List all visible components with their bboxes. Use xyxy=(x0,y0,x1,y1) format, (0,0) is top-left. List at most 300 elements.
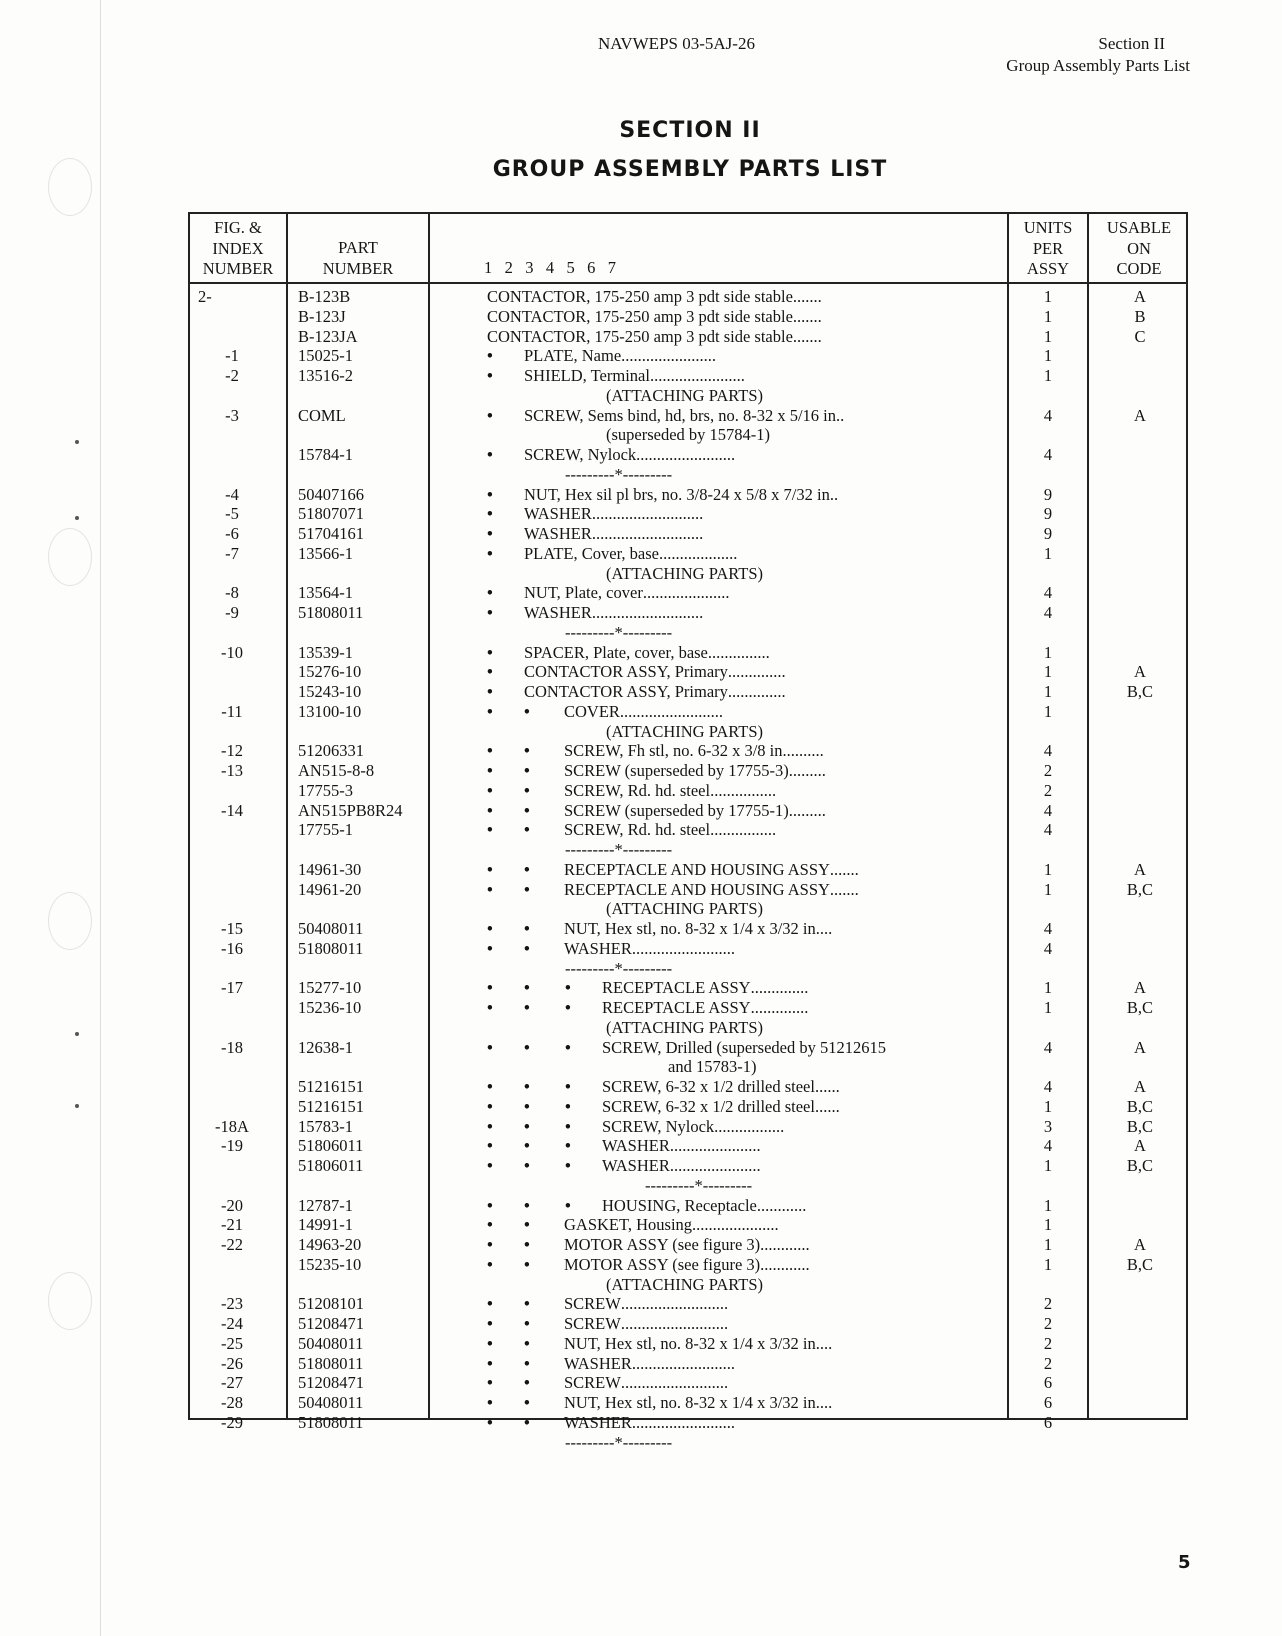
table-row xyxy=(190,978,1190,998)
table-row xyxy=(190,406,1190,426)
usable-on-code: A xyxy=(1134,405,1146,425)
table-row xyxy=(190,899,1190,919)
indent-dot: • xyxy=(565,1037,571,1057)
indent-dot: • xyxy=(524,800,530,820)
index-number: 2- xyxy=(198,287,212,306)
index-number: -7 xyxy=(225,543,239,563)
dot-leader: ....... xyxy=(792,326,822,346)
index-number: -4 xyxy=(225,484,239,504)
dot-leader: ......................... xyxy=(631,1412,735,1432)
part-number: 15783-1 xyxy=(298,1116,353,1136)
usable-on-code: B,C xyxy=(1126,879,1154,899)
indent-dot: • xyxy=(487,800,493,820)
part-number: 51208101 xyxy=(298,1294,364,1314)
part-number: 51808011 xyxy=(298,938,364,958)
table-row xyxy=(190,1413,1190,1433)
units-per-assy: 1 xyxy=(1043,859,1053,879)
usable-on-code: B xyxy=(1134,306,1146,326)
indent-dot: • xyxy=(565,1195,571,1215)
dot-leader: ......... xyxy=(786,741,824,761)
indent-dot: • xyxy=(487,701,493,721)
description: WASHER ...................... xyxy=(602,1156,761,1175)
units-per-assy: 1 xyxy=(1043,1215,1053,1235)
speck xyxy=(75,1032,79,1036)
indent-dot: • xyxy=(487,543,493,563)
indent-dot: • xyxy=(524,1136,530,1156)
col-code-header: USABLE ON CODE xyxy=(1106,218,1172,278)
description: ---------*--------- xyxy=(565,1432,673,1452)
col-part-header: PART NUMBER xyxy=(322,238,394,278)
index-number: -12 xyxy=(221,741,243,761)
units-per-assy: 2 xyxy=(1043,780,1053,800)
description: NUT, Hex stl, no. 8-32 x 1/4 x 3/32 in. ... xyxy=(564,1333,833,1353)
units-per-assy: 4 xyxy=(1043,938,1053,958)
units-per-assy: 6 xyxy=(1043,1412,1053,1432)
units-per-assy: 1 xyxy=(1043,642,1053,662)
table-row xyxy=(190,327,1190,347)
usable-on-code: A xyxy=(1134,1077,1146,1096)
description: RECEPTACLE AND HOUSING ASSY ....... xyxy=(564,859,859,879)
speck xyxy=(75,1104,79,1108)
part-number: 15025-1 xyxy=(298,346,353,366)
indent-dot: • xyxy=(487,998,493,1017)
indent-dot: • xyxy=(524,1412,530,1432)
dot-leader: ........................... xyxy=(591,524,704,543)
index-number: -25 xyxy=(221,1333,243,1353)
indent-dot: • xyxy=(524,998,530,1017)
units-per-assy: 4 xyxy=(1043,603,1053,622)
units-per-assy: 1 xyxy=(1043,662,1053,682)
units-per-assy: 2 xyxy=(1043,1353,1053,1373)
units-per-assy: 1 xyxy=(1043,1195,1053,1215)
table-row xyxy=(190,1294,1190,1314)
table-row xyxy=(190,1117,1190,1137)
indent-dot: • xyxy=(487,583,493,603)
table-row xyxy=(190,524,1190,544)
description: SCREW, Nylock ................. xyxy=(602,1116,785,1136)
description: CONTACTOR, 175-250 amp 3 pdt side stable ....... xyxy=(487,306,822,326)
indent-dot: • xyxy=(487,1077,493,1096)
part-number: 15235-10 xyxy=(298,1254,362,1274)
description: SCREW (superseded by 17755-1) ......... xyxy=(564,800,826,820)
index-number: -1 xyxy=(225,346,239,366)
indent-dot: • xyxy=(524,1333,530,1353)
col-indent-header: 1 2 3 4 5 6 7 xyxy=(484,258,616,277)
dot-leader: ......... xyxy=(788,761,826,780)
description: RECEPTACLE ASSY .............. xyxy=(602,998,809,1017)
index-number: -21 xyxy=(221,1215,243,1235)
part-number: AN515PB8R24 xyxy=(298,800,403,820)
table-row xyxy=(190,722,1190,742)
dot-leader: .......................... xyxy=(620,1373,729,1393)
indent-dot: • xyxy=(487,761,493,780)
indent-dot: • xyxy=(524,780,530,800)
dot-leader: ... xyxy=(819,1333,833,1353)
indent-dot: • xyxy=(487,978,493,998)
description: WASHER ........................... xyxy=(524,524,704,543)
part-number: B-123J xyxy=(298,306,346,326)
table-row xyxy=(190,1057,1190,1077)
section-title: Group Assembly Parts List xyxy=(1006,56,1190,75)
description: SCREW, Drilled (superseded by 51212615 xyxy=(602,1037,886,1057)
indent-dot: • xyxy=(565,978,571,998)
indent-dot: • xyxy=(524,1393,530,1412)
indent-dot: • xyxy=(524,1077,530,1096)
index-number: -3 xyxy=(225,405,239,425)
indent-dot: • xyxy=(565,1116,571,1136)
description: WASHER ...................... xyxy=(602,1136,761,1156)
part-number: 51206331 xyxy=(298,741,364,761)
units-per-assy: 4 xyxy=(1043,1077,1053,1096)
indent-dot: • xyxy=(524,859,530,879)
indent-dot: • xyxy=(565,1156,571,1175)
index-number: -16 xyxy=(221,938,243,958)
table-row xyxy=(190,860,1190,880)
indent-dot: • xyxy=(524,938,530,958)
indent-dot: • xyxy=(487,1156,493,1175)
description: (ATTACHING PARTS) xyxy=(606,385,764,405)
units-per-assy: 9 xyxy=(1043,484,1053,504)
table-row xyxy=(190,761,1190,781)
description: SCREW, Rd. hd. steel ................ xyxy=(564,820,777,840)
table-row xyxy=(190,1156,1190,1176)
indent-dot: • xyxy=(487,820,493,840)
description: SPACER, Plate, cover, base ............... xyxy=(524,642,770,662)
indent-dot: • xyxy=(565,1096,571,1116)
description: NUT, Hex sil pl brs, no. 3/8-24 x 5/8 x 7/32 in. . xyxy=(524,484,839,504)
part-number: 51216151 xyxy=(298,1096,364,1116)
page-subtitle: GROUP ASSEMBLY PARTS LIST xyxy=(492,157,888,182)
units-per-assy: 1 xyxy=(1043,543,1053,563)
part-number: 51807071 xyxy=(298,504,364,524)
table-row xyxy=(190,346,1190,366)
indent-dot: • xyxy=(487,1412,493,1432)
part-number: AN515-8-8 xyxy=(298,761,375,780)
table-row xyxy=(190,1196,1190,1216)
description: SCREW, Nylock ........................ xyxy=(524,445,736,464)
units-per-assy: 4 xyxy=(1043,445,1053,464)
description: NUT, Hex stl, no. 8-32 x 1/4 x 3/32 in. ... xyxy=(564,919,833,938)
indent-dot: • xyxy=(487,1116,493,1136)
description: CONTACTOR ASSY, Primary .............. xyxy=(524,682,786,701)
units-per-assy: 2 xyxy=(1043,761,1053,780)
part-number: B-123JA xyxy=(298,326,358,346)
units-per-assy: 1 xyxy=(1043,306,1053,326)
table-row xyxy=(190,998,1190,1018)
indent-dot: • xyxy=(487,1254,493,1274)
part-number: 51208471 xyxy=(298,1373,364,1393)
indent-dot: • xyxy=(487,1235,493,1254)
description: SCREW .......................... xyxy=(564,1373,729,1393)
indent-dot: • xyxy=(487,445,493,464)
index-number: -11 xyxy=(221,701,243,721)
indent-dot: • xyxy=(487,484,493,504)
description: WASHER ......................... xyxy=(564,1353,735,1373)
part-number: 13516-2 xyxy=(298,366,353,385)
dot-leader: ............ xyxy=(760,1254,810,1274)
table-row xyxy=(190,1354,1190,1374)
table-row xyxy=(190,919,1190,939)
description: and 15783-1) xyxy=(668,1057,757,1077)
dot-leader: ......................... xyxy=(631,938,735,958)
indent-dot: • xyxy=(524,1195,530,1215)
units-per-assy: 3 xyxy=(1043,1116,1053,1136)
part-number: B-123B xyxy=(298,287,351,306)
indent-dot: • xyxy=(524,879,530,899)
index-number: -18 xyxy=(221,1037,243,1057)
usable-on-code: A xyxy=(1134,1235,1146,1254)
index-number: -17 xyxy=(221,978,243,998)
part-number: 50408011 xyxy=(298,1393,364,1412)
binding-hole xyxy=(48,892,92,950)
page-edge xyxy=(100,0,101,1636)
description: RECEPTACLE AND HOUSING ASSY ....... xyxy=(564,879,859,899)
units-per-assy: 9 xyxy=(1043,504,1053,524)
dot-leader: ........................... xyxy=(591,504,704,524)
part-number: 15243-10 xyxy=(298,682,362,701)
part-number: 15236-10 xyxy=(298,998,362,1017)
description: WASHER ........................... xyxy=(524,504,704,524)
units-per-assy: 1 xyxy=(1043,326,1053,346)
description: SCREW .......................... xyxy=(564,1314,729,1333)
index-number: -9 xyxy=(225,603,239,622)
table-row xyxy=(190,1314,1190,1334)
part-number: COML xyxy=(298,405,346,425)
usable-on-code: A xyxy=(1134,1136,1146,1156)
table-row xyxy=(190,1373,1190,1393)
dot-leader: . xyxy=(833,484,839,504)
dot-leader: ....... xyxy=(792,287,822,306)
indent-dot: • xyxy=(524,820,530,840)
table-row xyxy=(190,820,1190,840)
dot-leader: ...................... xyxy=(669,1156,761,1175)
units-per-assy: 2 xyxy=(1043,1314,1053,1333)
indent-dot: • xyxy=(524,1235,530,1254)
description: PLATE, Cover, base ................... xyxy=(524,543,738,563)
description: CONTACTOR, 175-250 amp 3 pdt side stable ....... xyxy=(487,326,822,346)
part-number: 13539-1 xyxy=(298,642,353,662)
usable-on-code: C xyxy=(1134,326,1146,346)
units-per-assy: 4 xyxy=(1043,741,1053,761)
table-row xyxy=(190,425,1190,445)
usable-on-code: A xyxy=(1134,1037,1146,1057)
table-row xyxy=(190,702,1190,722)
dot-leader: ............... xyxy=(707,642,770,662)
description: MOTOR ASSY (see figure 3) ............ xyxy=(564,1235,810,1254)
indent-dot: • xyxy=(524,1314,530,1333)
page-title: SECTION II xyxy=(619,118,761,143)
dot-leader: ..................... xyxy=(642,583,730,603)
units-per-assy: 9 xyxy=(1043,524,1053,543)
usable-on-code: B,C xyxy=(1126,998,1154,1017)
dot-leader: ......... xyxy=(788,800,826,820)
description: (ATTACHING PARTS) xyxy=(606,721,764,741)
part-number: 15277-10 xyxy=(298,978,362,998)
description: PLATE, Name ....................... xyxy=(524,346,717,366)
index-number: -27 xyxy=(221,1373,243,1393)
part-number: 14961-20 xyxy=(298,879,362,899)
dot-leader: ................. xyxy=(714,1116,785,1136)
dot-leader: ......................... xyxy=(631,1353,735,1373)
description: WASHER ......................... xyxy=(564,1412,735,1432)
usable-on-code: B,C xyxy=(1126,1116,1154,1136)
table-row xyxy=(190,485,1190,505)
table-row xyxy=(190,1038,1190,1058)
units-per-assy: 1 xyxy=(1043,1156,1053,1175)
indent-dot: • xyxy=(524,1353,530,1373)
usable-on-code: A xyxy=(1134,287,1146,306)
part-number: 14963-20 xyxy=(298,1235,362,1254)
table-row xyxy=(190,741,1190,761)
table-body xyxy=(190,287,1190,1452)
description: (ATTACHING PARTS) xyxy=(606,899,764,919)
indent-dot: • xyxy=(487,780,493,800)
dot-leader: . xyxy=(840,405,845,425)
indent-dot: • xyxy=(524,1373,530,1393)
part-number: 15276-10 xyxy=(298,662,362,682)
binding-hole xyxy=(48,1272,92,1330)
part-number: 15784-1 xyxy=(298,445,353,464)
description: GASKET, Housing ..................... xyxy=(564,1215,779,1235)
description: SCREW, Fh stl, no. 6-32 x 3/8 in. ......... xyxy=(564,741,824,761)
part-number: 51806011 xyxy=(298,1136,364,1156)
description: WASHER ........................... xyxy=(524,603,704,622)
table-row xyxy=(190,840,1190,860)
units-per-assy: 4 xyxy=(1043,800,1053,820)
doc-number: NAVWEPS 03-5AJ-26 xyxy=(598,34,755,53)
indent-dot: • xyxy=(487,1333,493,1353)
part-number: 51806011 xyxy=(298,1156,364,1175)
index-number: -18A xyxy=(215,1116,249,1136)
table-row xyxy=(190,939,1190,959)
description: (ATTACHING PARTS) xyxy=(606,1017,764,1037)
page-number: 5 xyxy=(1178,1552,1191,1573)
index-number: -22 xyxy=(221,1235,243,1254)
indent-dot: • xyxy=(487,405,493,425)
dot-leader: ....................... xyxy=(649,366,745,385)
part-number: 50407166 xyxy=(298,484,364,504)
indent-dot: • xyxy=(487,366,493,385)
table-row xyxy=(190,643,1190,663)
table-row xyxy=(190,662,1190,682)
part-number: 51216151 xyxy=(298,1077,364,1096)
part-number: 13564-1 xyxy=(298,583,353,603)
table-row xyxy=(190,603,1190,623)
table-row xyxy=(190,1097,1190,1117)
description: (ATTACHING PARTS) xyxy=(606,1274,764,1294)
units-per-assy: 1 xyxy=(1043,346,1053,366)
units-per-assy: 1 xyxy=(1043,366,1053,385)
index-number: -29 xyxy=(221,1412,243,1432)
indent-dot: • xyxy=(524,1037,530,1057)
units-per-assy: 2 xyxy=(1043,1333,1053,1353)
index-number: -20 xyxy=(221,1195,243,1215)
indent-dot: • xyxy=(487,662,493,682)
table-row xyxy=(190,564,1190,584)
usable-on-code: B,C xyxy=(1126,1096,1154,1116)
dot-leader: .......................... xyxy=(620,1294,729,1314)
description: SCREW .......................... xyxy=(564,1294,729,1314)
dot-leader: ........................ xyxy=(636,445,736,464)
units-per-assy: 1 xyxy=(1043,879,1053,899)
part-number: 51808011 xyxy=(298,603,364,622)
dot-leader: ....... xyxy=(829,859,859,879)
index-number: -23 xyxy=(221,1294,243,1314)
units-per-assy: 4 xyxy=(1043,919,1053,938)
col-units-header: UNITS PER ASSY xyxy=(1023,218,1073,278)
part-number: 12638-1 xyxy=(298,1037,353,1057)
dot-leader: .............. xyxy=(750,998,809,1017)
dot-leader: .............. xyxy=(750,978,809,998)
units-per-assy: 4 xyxy=(1043,1037,1053,1057)
indent-dot: • xyxy=(487,879,493,899)
indent-dot: • xyxy=(487,1215,493,1235)
parts-table xyxy=(188,212,1188,1452)
indent-dot: • xyxy=(487,524,493,543)
indent-dot: • xyxy=(487,603,493,622)
indent-dot: • xyxy=(487,938,493,958)
description: SHIELD, Terminal ....................... xyxy=(524,366,745,385)
description: SCREW, Rd. hd. steel ................ xyxy=(564,780,777,800)
table-row xyxy=(190,1136,1190,1156)
indent-dot: • xyxy=(487,1373,493,1393)
table-row xyxy=(190,1077,1190,1097)
dot-leader: ...................... xyxy=(669,1136,761,1156)
index-number: -5 xyxy=(225,504,239,524)
indent-dot: • xyxy=(565,1136,571,1156)
indent-dot: • xyxy=(487,741,493,761)
units-per-assy: 1 xyxy=(1043,682,1053,701)
indent-dot: • xyxy=(487,682,493,701)
table-row xyxy=(190,1018,1190,1038)
units-per-assy: 1 xyxy=(1043,998,1053,1017)
description: CONTACTOR, 175-250 amp 3 pdt side stable ....... xyxy=(487,287,822,306)
part-number: 14961-30 xyxy=(298,859,362,879)
indent-dot: • xyxy=(487,1393,493,1412)
indent-dot: • xyxy=(524,1096,530,1116)
description: SCREW (superseded by 17755-3) ......... xyxy=(564,761,826,780)
indent-dot: • xyxy=(524,1215,530,1235)
units-per-assy: 4 xyxy=(1043,820,1053,840)
description: SCREW, Sems bind, hd, brs, no. 8-32 x 5/16 in. . xyxy=(524,405,845,425)
table-row xyxy=(190,386,1190,406)
table-row xyxy=(190,1334,1190,1354)
description: MOTOR ASSY (see figure 3) ............ xyxy=(564,1254,810,1274)
table-row xyxy=(190,307,1190,327)
dot-leader: ....... xyxy=(829,879,859,899)
dot-leader: .............. xyxy=(727,662,786,682)
dot-leader: ................... xyxy=(658,543,738,563)
part-number: 51208471 xyxy=(298,1314,364,1333)
description: CONTACTOR ASSY, Primary .............. xyxy=(524,662,786,682)
indent-dot: • xyxy=(487,1294,493,1314)
indent-dot: • xyxy=(524,1116,530,1136)
index-number: -10 xyxy=(221,642,243,662)
description: WASHER ......................... xyxy=(564,938,735,958)
part-number: 12787-1 xyxy=(298,1195,353,1215)
indent-dot: • xyxy=(487,1353,493,1373)
table-row xyxy=(190,1433,1190,1453)
units-per-assy: 6 xyxy=(1043,1373,1053,1393)
units-per-assy: 1 xyxy=(1043,1096,1053,1116)
table-row xyxy=(190,465,1190,485)
dot-leader: ...... xyxy=(814,1096,840,1116)
dot-leader: ...... xyxy=(814,1077,840,1096)
indent-dot: • xyxy=(524,919,530,938)
part-number: 51808011 xyxy=(298,1412,364,1432)
part-number: 13100-10 xyxy=(298,701,362,721)
index-number: -28 xyxy=(221,1393,243,1412)
